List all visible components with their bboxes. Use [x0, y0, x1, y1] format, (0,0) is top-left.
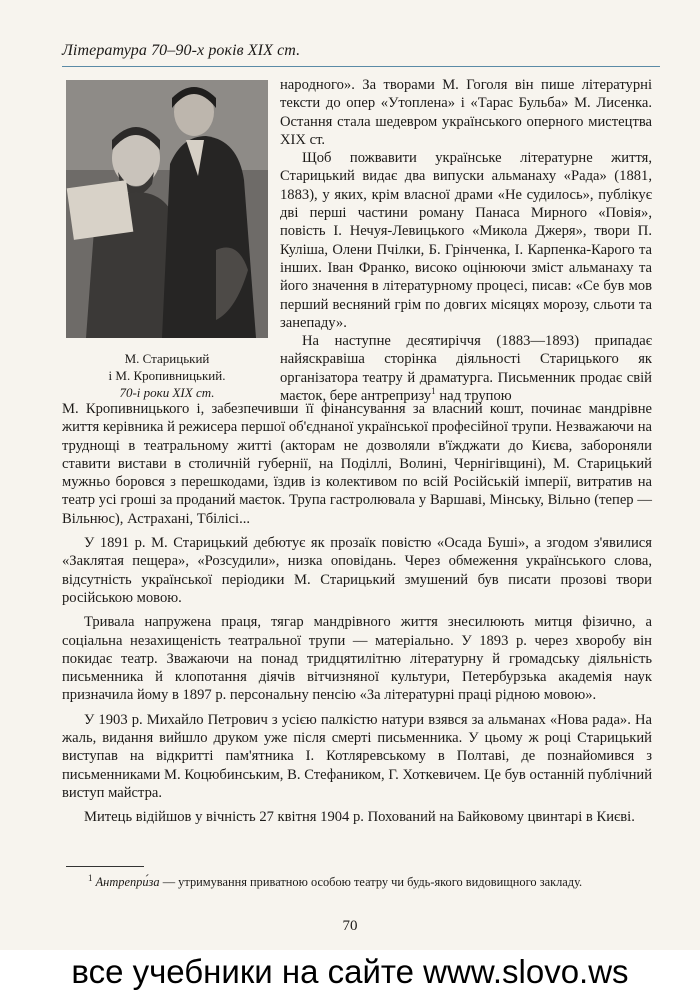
site-banner: все учебники на сайте www.slovo.ws: [0, 950, 700, 994]
footnote: [66, 874, 652, 890]
footnote-divider: [66, 866, 144, 867]
paragraph: У 1903 р. Михайло Петрович з усією палкістю натури взявся за альманах «Нова рада». На жаль, видання вийшло друком уже після смерті письменника. У цьому ж році Старицький виступав на відкритті пам'ятника І. Котляревському в Полтаві, де познайомився з письменниками М. Коцюбинським, В. Стефаником, Г. Хоткевичем. Це був останній публічний виступ майстра.: [62, 711, 652, 801]
paragraph: У 1891 р. М. Старицький дебютує як прозаїк повістю «Осада Буші», а згодом з'явилися «Заклятая пещера», «Розсудили», низка оповідань. Через обмеження українського слова, відсутність української періодики М. Старицький змушений був писати прозові твори російською мовою.: [62, 535, 652, 606]
portrait-photo-icon: [66, 80, 268, 338]
photo-caption: [66, 350, 268, 401]
main-text: [62, 400, 652, 827]
paragraph: народного». За творами М. Гоголя він пише літературні тексти до опер «Утоплена» і «Тарас Бульба» М. Лисенка. Остання стала шедевром українського оперного мистецтва XIX ст.: [280, 77, 652, 148]
footnote-marker: 1: [431, 386, 436, 397]
running-header: [62, 42, 660, 67]
portrait-photo: [66, 80, 268, 338]
paragraph: М. Кропивницького і, забезпечивши її фінансування за власний кошт, починає мандрівне життя керівника й режисера першої об'єднаної української професійної трупи. Незважаючи на труднощі в театральному житті (акторам не дозволяли в'їжджати до Києва, забороняли ставити вистави в столичній губернії, на Поділлі, Волині, Чернігівщині), М. Старицький мужньо боровся з перешкодами, їздив із колективом по всій Російській імперії, витратив на театр усі гроші за проданий маєток. Трупа гастролювала у Варшаві, Мінську, Вільно (тепер — Вільнюс), Астрахані, Тбілісі...: [62, 401, 652, 527]
caption-line: і М. Кропивницький.: [108, 368, 226, 383]
right-column-text: [280, 76, 652, 405]
caption-date: 70-і роки XIX ст.: [119, 385, 215, 400]
paragraph: [280, 332, 652, 405]
caption-line: М. Старицький: [124, 351, 210, 366]
paragraph: Тривала напружена праця, тягар мандрівного життя знесилюють митця фізично, а соціальна незахищеність театральної трупи — матеріально. У 1893 р. через хворобу він покидає театр. Зважаючи на понад тридцятилітню літературну й громадську діяльність письменника й клопотання діячів вітчизняної культури, Петербурзька академія наук призначила йому в 1897 р. персональну пенсію «За літературні праці рідною мовою».: [62, 614, 652, 704]
paragraph-text: над трупою: [435, 388, 512, 405]
paragraph-text: На наступне десятиріччя (1883—1893) припадає найяскравіша сторінка діяльності Старицького як організатора театру й драматурга. Письменник продає свій маєток, бере антрепризу: [280, 333, 652, 405]
paragraph: Щоб пожвавити українське літературне життя, Старицький видає два випуски альманаху «Рада» (1881, 1883), у яких, крім власної драми «Не судилось», публікує дві перші частини роману Панаса Мирного «Повія», повість І. Нечуя-Левицького «Микола Джеря», твори П. Куліша, Олени Пчілки, Б. Грінченка, І. Карпенка-Карого та інших. Іван Франко, високо оцінюючи зміст альманаху та його значення в літературному процесі, писав: «Се був мов перший весняний грім по довгих місяцях морозу, сльоти та занепаду».: [280, 150, 652, 331]
footnote-text: — утримування приватною особою театру чи будь-якого видовищного закладу.: [159, 875, 583, 889]
footnote-number: 1: [88, 872, 93, 883]
page-number: 70: [342, 918, 358, 934]
running-header-title: Література 70–90-х років XIX ст.: [62, 42, 301, 59]
paragraph: Митець відійшов у вічність 27 квітня 1904 р. Похований на Байковому цвинтарі в Києві.: [84, 809, 635, 826]
footnote-term: Антрепри́за: [95, 875, 160, 889]
